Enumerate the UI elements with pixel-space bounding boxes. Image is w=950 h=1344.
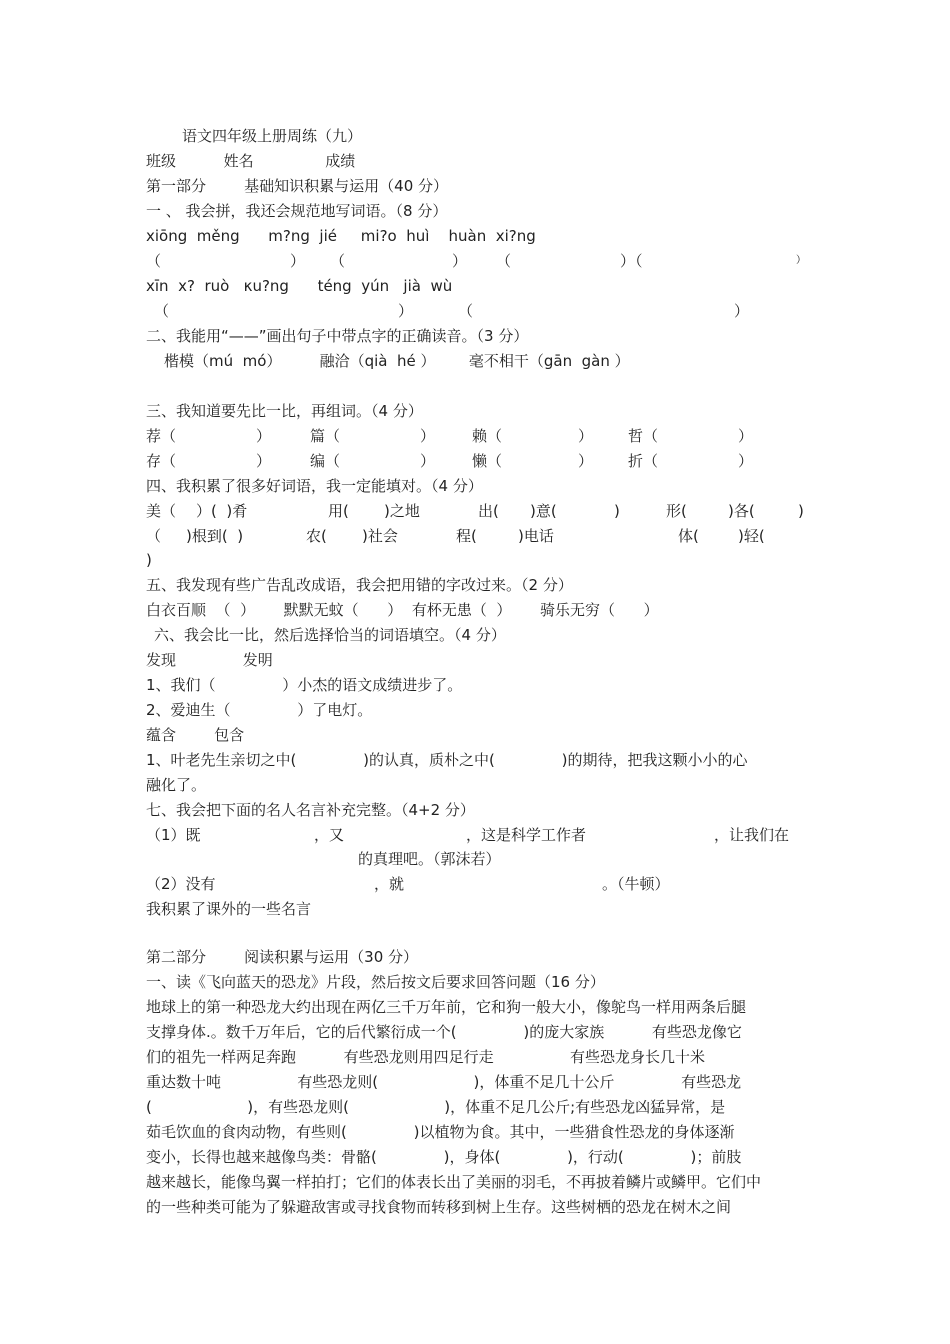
answer-blank: （ bbox=[154, 302, 170, 320]
q4-item: )意( bbox=[530, 502, 557, 520]
answer-blank: ）（ bbox=[620, 252, 643, 270]
q7-quote-part: 。（牛顿） bbox=[602, 875, 670, 893]
q4-item: )之地 bbox=[384, 502, 420, 520]
answer-blank: （ bbox=[146, 252, 162, 270]
q3-heading: 三、我知道要先比一比，再组词。（4 分） bbox=[146, 402, 423, 420]
q4-heading: 四、我积累了很多好词语，我一定能填对。（4 分） bbox=[146, 477, 483, 495]
q6-word-pair-2: 蕴含 包含 bbox=[146, 726, 245, 744]
q6-sentence-cont: 融化了。 bbox=[146, 776, 207, 794]
q4-item: 出( bbox=[478, 502, 499, 520]
q4-item: ) bbox=[798, 502, 804, 520]
q4-item: ) bbox=[614, 502, 620, 520]
reading-heading: 一、读《飞向蓝天的恐龙》片段，然后按文后要求回答问题（16 分） bbox=[146, 973, 605, 991]
q7-quote-part: ，就 bbox=[374, 875, 405, 893]
answer-blank: （ bbox=[330, 252, 346, 270]
reading-line: 支撑身体.。数千万年后，它的后代繁衍成一个( )的庞大家族 有些恐龙像它 bbox=[146, 1023, 742, 1041]
q1-pinyin-row2: xīn x? ruò κu?ng téng yún jià wù bbox=[146, 277, 453, 295]
reading-line: 们的祖先一样两足奔跑 有些恐龙则用四足行走 有些恐龙身长几十米 bbox=[146, 1048, 705, 1066]
q4-item: ) bbox=[146, 551, 152, 569]
q7-quote-part: ，又 bbox=[314, 826, 345, 844]
q7-quote-part: ，这是科学工作者 bbox=[466, 826, 587, 844]
answer-blank: ） bbox=[452, 252, 468, 270]
q3-item: ） bbox=[738, 452, 754, 470]
q3-item: ） bbox=[578, 452, 594, 470]
reading-line: ( )，有些恐龙则( )，体重不足几公斤;有些恐龙凶猛异常，是 bbox=[146, 1098, 726, 1116]
q6-sentence: 1、叶老先生亲切之中( )的认真，质朴之中( )的期待，把我这颗小小的心 bbox=[146, 751, 748, 769]
q7-quote-part: 的真理吧。（郭沫若） bbox=[358, 850, 501, 868]
q4-item: 美（ bbox=[146, 502, 177, 520]
q4-item: 体( bbox=[678, 527, 699, 545]
q2-items: 楷模（mú mó） 融洽（qià hé ） 毫不相干（gān gàn ） bbox=[164, 352, 630, 370]
worksheet-title: 语文四年级上册周练（九） bbox=[182, 127, 363, 145]
q3-item: 折（ bbox=[628, 452, 659, 470]
q7-quote-part: ，让我们在 bbox=[714, 826, 790, 844]
q3-item: ） bbox=[578, 427, 594, 445]
q4-item: )轻( bbox=[738, 527, 765, 545]
answer-blank: ） bbox=[796, 255, 806, 266]
q4-item: （ bbox=[146, 527, 162, 545]
q3-item: 编（ bbox=[310, 452, 341, 470]
answer-blank: ） bbox=[398, 302, 414, 320]
part-one-heading: 第一部分 基础知识积累与运用（40 分） bbox=[146, 177, 449, 195]
q3-item: ） bbox=[420, 452, 436, 470]
answer-blank: （ bbox=[496, 252, 512, 270]
q4-item: 程( bbox=[456, 527, 477, 545]
q3-item: 荐（ bbox=[146, 427, 177, 445]
q4-item: )各( bbox=[728, 502, 755, 520]
q3-item: ） bbox=[256, 452, 272, 470]
q3-item: 赖（ bbox=[472, 427, 503, 445]
q4-item: )电话 bbox=[518, 527, 554, 545]
q4-item: )根到( ) bbox=[186, 527, 244, 545]
q4-item: 用( bbox=[328, 502, 349, 520]
q7-heading: 七、我会把下面的名人名言补充完整。（4+2 分） bbox=[146, 801, 475, 819]
q4-item: )社会 bbox=[362, 527, 398, 545]
q3-item: 哲（ bbox=[628, 427, 659, 445]
answer-blank: ） bbox=[290, 252, 306, 270]
q7-quote-part: （1）既 bbox=[146, 826, 201, 844]
q6-sentence: 1、我们（ ）小杰的语文成绩进步了。 bbox=[146, 676, 463, 694]
q4-item: ）( )肴 bbox=[196, 502, 248, 520]
q3-item: 存（ bbox=[146, 452, 177, 470]
q6-sentence: 2、爱迪生（ ）了电灯。 bbox=[146, 701, 373, 719]
q2-heading: 二、我能用“——”画出句子中带点字的正确读音。（3 分） bbox=[146, 327, 529, 345]
q5-heading: 五、我发现有些广告乱改成语，我会把用错的字改过来。（2 分） bbox=[146, 576, 573, 594]
q4-item: 农( bbox=[306, 527, 327, 545]
reading-line: 重达数十吨 有些恐龙则( )，体重不足几十公斤 有些恐龙 bbox=[146, 1073, 742, 1091]
reading-line: 的一些种类可能为了躲避敌害或寻找食物而转移到树上生存。这些树栖的恐龙在树木之间 bbox=[146, 1198, 732, 1216]
q5-items: 白衣百顺 （ ） 默默无蚊（ ） 有杯无患（ ） 骑乐无穷（ ） bbox=[146, 601, 659, 619]
q3-item: ） bbox=[738, 427, 754, 445]
part-two-heading: 第二部分 阅读积累与运用（30 分） bbox=[146, 948, 419, 966]
answer-blank: （ bbox=[458, 302, 474, 320]
q7-quote-part: （2）没有 bbox=[146, 875, 216, 893]
reading-line: 地球上的第一种恐龙大约出现在两亿三千万年前，它和狗一般大小，像鸵鸟一样用两条后腿 bbox=[146, 998, 747, 1016]
q4-item: 形( bbox=[666, 502, 687, 520]
q3-item: 懒（ bbox=[472, 452, 503, 470]
reading-line: 茹毛饮血的食肉动物，有些则( )以植物为食。其中，一些猎食性恐龙的身体逐渐 bbox=[146, 1123, 735, 1141]
q3-item: ） bbox=[420, 427, 436, 445]
q3-item: ） bbox=[256, 427, 272, 445]
q3-item: 篇（ bbox=[310, 427, 341, 445]
q6-word-pair-1: 发现 发明 bbox=[146, 651, 273, 669]
reading-line: 越来越长，能像鸟翼一样拍打；它们的体表长出了美丽的羽毛，不再披着鳞片或鳞甲。它们中 bbox=[146, 1173, 762, 1191]
q1-pinyin-row1: xiōng měng m?ng jié mi?o huì huàn xi?ng bbox=[146, 227, 536, 245]
reading-line: 变小，长得也越来越像鸟类：骨骼( )，身体( )，行动( )；前肢 bbox=[146, 1148, 742, 1166]
student-info-line: 班级 姓名 成绩 bbox=[146, 152, 356, 170]
q7-extra-line: 我积累了课外的一些名言 bbox=[146, 900, 312, 918]
q1-heading: 一 、 我会拼，我还会规范地写词语。（8 分） bbox=[146, 202, 448, 220]
answer-blank: ） bbox=[734, 302, 750, 320]
q6-heading: 六、我会比一比，然后选择恰当的词语填空。（4 分） bbox=[154, 626, 506, 644]
